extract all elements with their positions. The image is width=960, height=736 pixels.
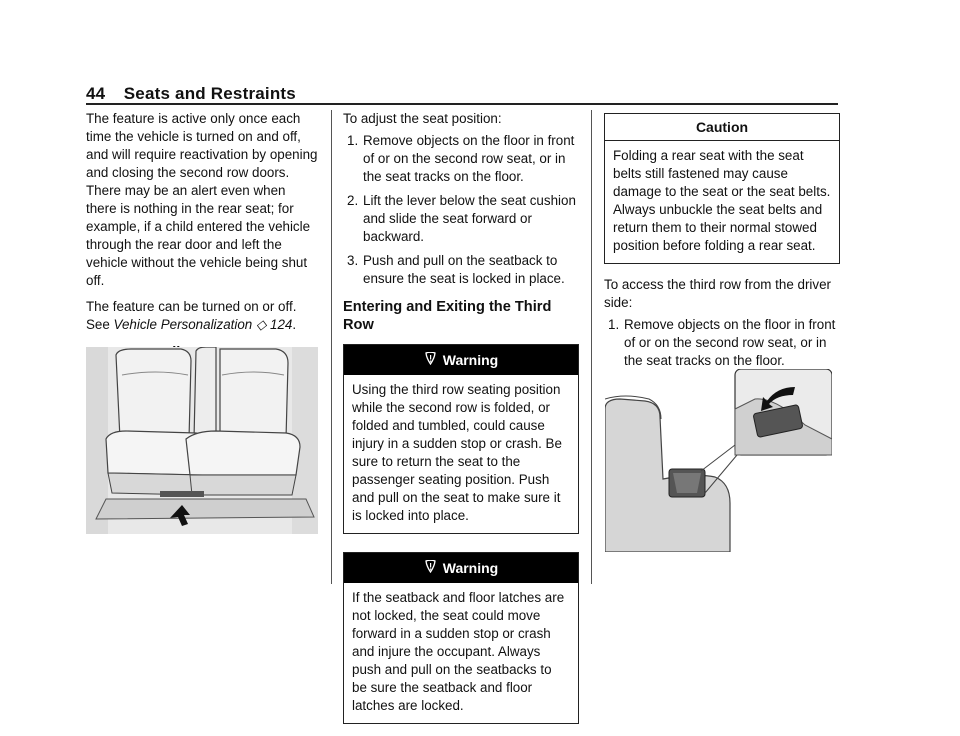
list-item: 3. Push and pull on the seatback to ensure the seat is locked in place. bbox=[347, 253, 565, 286]
warning-triangle-icon bbox=[424, 351, 437, 369]
column-divider bbox=[331, 110, 332, 584]
caution-header: Caution bbox=[605, 114, 839, 141]
header-rule bbox=[86, 103, 838, 105]
warning-triangle-icon bbox=[424, 559, 437, 577]
warning-header: Warning bbox=[344, 345, 578, 375]
list-item: 1. Remove objects on the floor in front of or on the second row seat, or in the seat tracks on the floor. bbox=[347, 133, 575, 184]
warning-header: Warning bbox=[344, 553, 578, 583]
paragraph: The feature is active only once each time the vehicle is turned on and off, and will require reactivation by opening and closing the second row doors. There may be an alert even when there is nothing in the rear seat; for example, if a child entered the vehicle through the rear door and left the vehicle without the vehicle being shut off. bbox=[86, 111, 318, 288]
seat-belt-stowed-illustration bbox=[605, 369, 832, 552]
paragraph: The feature can be turned on or off. See Vehicle Personalization ◇ 124. bbox=[86, 299, 297, 332]
rear-seat-illustration bbox=[86, 347, 318, 534]
list-item: 2. Lift the lever below the seat cushion and slide the seat forward or backward. bbox=[347, 193, 576, 244]
caution-body: Folding a rear seat with the seat belts still fastened may cause damage to the seat or the seat belts. Always unbuckle the seat belts and return them to their normal stowed position before folding a rear seat. bbox=[613, 148, 831, 253]
warning-box bbox=[343, 552, 579, 724]
steps-list bbox=[343, 132, 579, 288]
page-number: 44 bbox=[86, 84, 106, 103]
warning-body: Using the third row seating position while the second row is folded, or folded and tumbled, could cause injury in a sudden stop or crash. Be sure to return the seat to the passenger seating position. Push and pull on the seat to make sure it is locked into place. bbox=[352, 382, 562, 523]
page-header bbox=[86, 84, 838, 104]
paragraph: To access the third row from the driver side: bbox=[604, 277, 831, 310]
section-heading: Entering and Exiting the Third Row bbox=[343, 299, 552, 333]
section-title: Seats and Restraints bbox=[123, 84, 296, 103]
page-ref-arrow-icon: ◇ bbox=[255, 317, 267, 332]
warning-box bbox=[343, 344, 579, 534]
list-item: 1. Remove objects on the floor in front of or on the second row seat, or in the seat tracks on the floor. bbox=[608, 317, 836, 368]
column-divider bbox=[591, 110, 592, 584]
warning-body: If the seatback and floor latches are not locked, the seat could move forward in a sudden stop or crash and injure the occupant. Always push and pull on the seatbacks to be sure the seatback and floor latches are locked. bbox=[352, 590, 565, 713]
caution-box bbox=[604, 113, 840, 264]
cross-reference-link[interactable]: Vehicle Personalization ◇ 124 bbox=[113, 317, 293, 332]
column-2 bbox=[343, 110, 579, 736]
paragraph: To adjust the seat position: bbox=[343, 111, 502, 126]
